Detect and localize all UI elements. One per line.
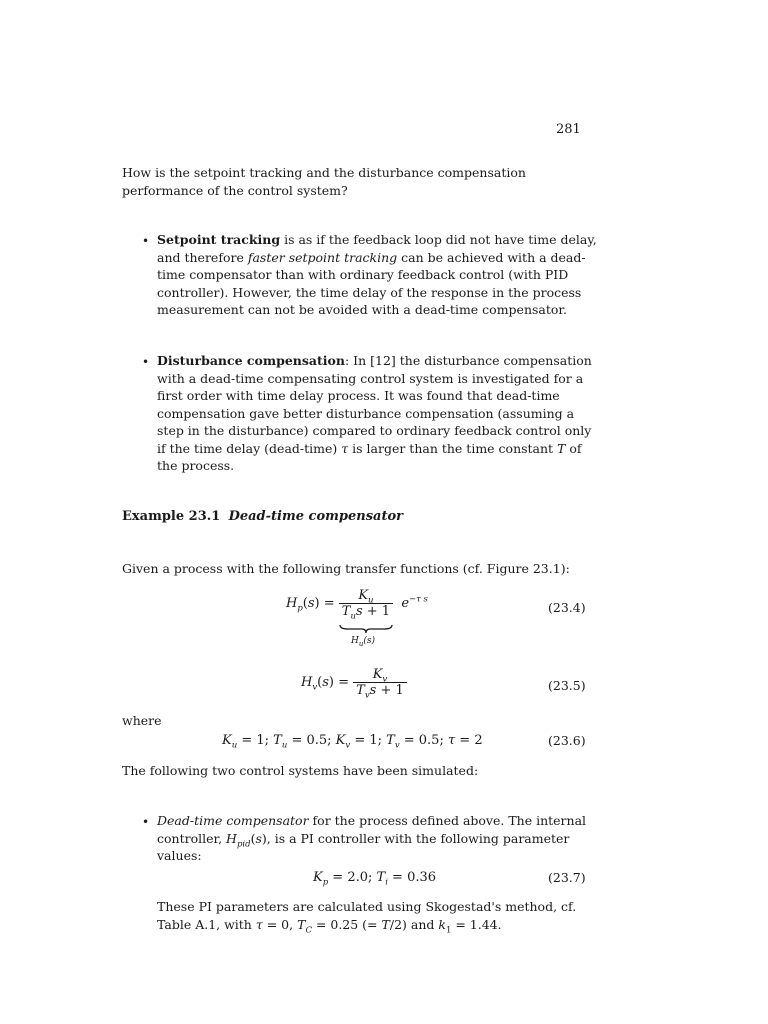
params-line-1: These PI parameters are calculated using Skogestad's method, cf. [157, 899, 577, 914]
emph-faster-setpoint: faster setpoint tracking [247, 249, 398, 265]
bullet-marker: • [142, 234, 150, 248]
term-setpoint-tracking: Setpoint tracking [157, 232, 281, 247]
where-word: where [122, 713, 162, 728]
page-number: 281 [556, 122, 581, 137]
underbrace [338, 624, 394, 634]
simulated-sentence: The following two control systems have been simulated: [122, 763, 479, 778]
term-disturbance-compensation: Disturbance compensation [157, 353, 345, 368]
bullet-marker: • [142, 355, 150, 369]
params-line2-b: and [406, 917, 439, 932]
underbrace-label: $H_u(s)$ [351, 636, 376, 648]
intro-paragraph: How is the setpoint tracking and the disturbance compensation performance of the control system? [122, 165, 526, 198]
bullet-dead-time-compensator: Dead-time compensator for the process defined above. The internal controller, $H_{pid}(s)$, is a PI controller with the following parameter values: [157, 813, 587, 863]
equation-23-6: $K_u = 1$; $T_u = 0.5$; $K_v = 1$; $T_v = 0.5$; τ = 2 [222, 733, 483, 751]
equation-number-23-4: (23.4) [548, 600, 586, 615]
bullet-setpoint-tracking [157, 231, 597, 319]
bullet1-text-b: can be achieved with a dead-time compensator than with ordinary feedback control (with PID controller). However, the time delay of the response in the process measurement can not be avoided with a dead-time compensator. [157, 249, 586, 317]
params-line2-a: Table A.1, with [157, 917, 256, 932]
bullet2-text-b: is larger than the time constant [348, 440, 558, 456]
equation-number-23-5: (23.5) [548, 678, 586, 693]
bullet2-text-a: : In [12] the disturbance compensation with a dead-time compensating control system is investigated for a first order with time delay process. It was found that dead-time compensation gave better disturbance compensation (assuming a step in the disturbance) compared to ordinary feedback control only if the time delay (dead-time) [157, 353, 592, 456]
example-label: Example 23.1 [122, 509, 221, 524]
bullet-marker: • [142, 815, 150, 829]
bullet3-text-a: for the process defined above. The internal controller, [157, 813, 587, 846]
bullet1-text-a: is as if the feedback loop did not have time delay, and therefore [157, 232, 597, 265]
equation-number-23-6: (23.6) [548, 733, 586, 748]
given-sentence: Given a process with the following transfer functions (cf. Figure 23.1): [122, 561, 570, 576]
bullet-disturbance-compensation [157, 352, 597, 475]
equation-23-5: $H_v(s)$ = $\frac{K_v}{T_vs + 1}$ [301, 667, 407, 698]
symbol-tau: τ [341, 440, 349, 456]
equation-23-7: $K_p = 2.0$; $T_i = 0.36$ [313, 870, 437, 888]
bullet2-text-c: of the process. [157, 440, 582, 473]
equation-23-4: $H_p(s)$ = $\frac{K_u}{T_us + 1}$ $e^{-\tau s}$ [286, 588, 428, 622]
emph-dead-time-compensator: Dead-time compensator [157, 813, 309, 828]
bullet3-text-b: , is a PI controller with the following parameter values: [157, 830, 570, 863]
equation-number-23-7: (23.7) [548, 870, 586, 885]
params-line-2: Table A.1, with τ = 0, $T_C = 0.25$ (= T/2) and $k_1 = 1.44$. [157, 917, 502, 936]
example-title: Dead-time compensator [228, 509, 403, 524]
symbol-T: T [557, 440, 566, 456]
example-heading [122, 509, 403, 524]
